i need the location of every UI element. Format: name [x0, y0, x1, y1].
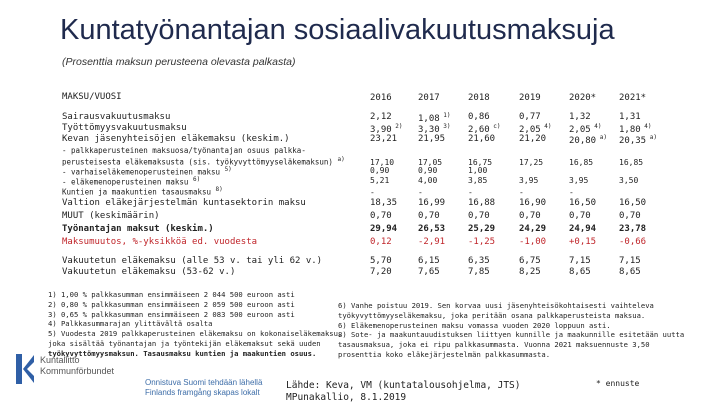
- year-header: 2017: [418, 93, 440, 103]
- table-cell: 0,70: [418, 211, 440, 221]
- table-cell: 4,00: [418, 176, 438, 185]
- year-header: 2021*: [619, 93, 647, 103]
- table-cell: 23,21: [370, 134, 398, 144]
- row-label: MUUT (keskimäärin): [62, 211, 160, 221]
- table-cell: 0,70: [370, 211, 392, 221]
- table-cell: -: [569, 188, 574, 197]
- table-cell: 1,31: [619, 112, 641, 122]
- table-header-label: MAKSU/VUOSI: [62, 92, 122, 102]
- table-cell: 5,21: [370, 176, 390, 185]
- footnote: 3) 0,65 % palkkasumman ensimmäiseen 2 083 500 euroon asti: [48, 309, 295, 319]
- table-cell: 1,00: [468, 166, 488, 175]
- footnote-marker: 4): [540, 123, 552, 130]
- table-cell: 1,32: [569, 112, 591, 122]
- table-cell: 0,90: [370, 166, 390, 175]
- table-cell: 16,50: [569, 198, 597, 208]
- footnote-marker: c): [489, 123, 501, 130]
- footnote: 8) Sote- ja maakuntauudistuksen liittyen kunnille ja maakunnille esitetään uutta: [338, 330, 685, 340]
- table-cell: 24,29: [519, 224, 547, 234]
- forecast-note: * ennuste: [596, 379, 640, 388]
- row-label: Kuntien ja maakuntien tasausmaksu: [62, 187, 212, 197]
- table-cell: 16,85: [569, 158, 594, 167]
- table-cell: 3,85: [468, 176, 488, 185]
- table-cell: 20,35 $^{a)}$: [619, 134, 657, 146]
- table-cell: -: [370, 188, 375, 197]
- table-cell: 29,94: [370, 224, 398, 234]
- table-cell: 0,77: [519, 112, 541, 122]
- table-cell: 2,05 $^{4)}$: [519, 123, 552, 135]
- table-cell: 7,85: [468, 267, 490, 277]
- table-cell: 16,90: [519, 198, 547, 208]
- table-cell: -1,25: [468, 237, 496, 247]
- table-cell: 26,53: [418, 224, 446, 234]
- table-cell: 0,70: [619, 211, 641, 221]
- footnote-marker: 1): [439, 112, 451, 119]
- table-cell: 16,75: [468, 158, 493, 167]
- source-line: MPunakallio, 8.1.2019: [286, 392, 407, 403]
- table-cell: 1,08 $^{1)}$: [418, 112, 451, 124]
- footnote-marker: 4): [590, 123, 602, 130]
- table-cell: 16,88: [468, 198, 496, 208]
- kuntaliitto-logo-icon: [14, 352, 36, 386]
- logo-line: Kommunförbundet: [40, 366, 115, 376]
- table-cell: 20,80 $^{a)}$: [569, 134, 607, 146]
- footnote: prosenttia koko eläkejärjestelmän palkkasummasta.: [338, 349, 551, 359]
- table-cell: 16,85: [619, 158, 644, 167]
- row-label: Maksumuutos, %-yksikköä ed. vuodesta: [62, 237, 258, 247]
- slogan: [145, 378, 262, 397]
- table-cell: 0,70: [569, 211, 591, 221]
- footnote: 6) Vanhe poistuu 2019. Sen korvaa uusi jäsenyhteisökohtaisesti vaihteleva: [338, 301, 654, 310]
- page-subtitle: (Prosenttia maksun perusteena olevasta palkasta): [62, 56, 296, 68]
- table-cell: 21,95: [418, 134, 446, 144]
- table-cell: 0,70: [519, 211, 541, 221]
- table-cell: 21,60: [468, 134, 496, 144]
- page-title: Kuntatyönantajan sosiaalivakuutusmaksuja: [60, 14, 615, 46]
- footnote-marker: 2): [391, 123, 403, 130]
- footnote: 5) Vuodesta 2019 palkkaperusteinen eläkemaksu on kokonaiseläkemaksu,: [48, 329, 343, 339]
- table-cell: 3,95: [569, 176, 589, 185]
- footnote: työkyvyttömyyseläkemaksu, joka peritään osana palkkaperusteista maksua.: [338, 310, 646, 320]
- table-cell: 2,12: [370, 112, 392, 122]
- table-cell: 2,05 $^{4)}$: [569, 123, 602, 135]
- table-cell: 7,15: [569, 256, 591, 266]
- table-cell: 3,95: [519, 176, 539, 185]
- row-label: Kevan jäsenyhteisöjen eläkemaksu (keskim.): [62, 134, 290, 144]
- table-cell: 6,35: [468, 256, 490, 266]
- row-label: - eläkemenoperusteinen maksu: [62, 177, 189, 187]
- row-label: Vakuutetun eläkemaksu (53-62 v.): [62, 267, 236, 277]
- table-cell: 0,90: [418, 166, 438, 175]
- row-label: Vakuutetun eläkemaksu (alle 53 v. tai yli 62 v.): [62, 256, 323, 266]
- table-cell: 8,25: [519, 267, 541, 277]
- row-label: Sairausvakuutusmaksu: [62, 112, 171, 122]
- footnote: tasausmaksua, joka ei ripu palkkasummasta. Vuonna 2021 maksuennuste 3,50: [338, 340, 650, 350]
- table-cell: 6,15: [418, 256, 440, 266]
- table-cell: +0,15: [569, 237, 597, 247]
- slogan-line: Onnistuva Suomi tehdään lähellä: [145, 378, 263, 387]
- table-cell: 7,65: [418, 267, 440, 277]
- source-line: Lähde: Keva, VM (kuntatalousohjelma, JTS): [286, 380, 521, 391]
- row-label: Valtion eläkejärjestelmän kuntasektorin maksu: [62, 198, 306, 208]
- table-cell: 0,86: [468, 112, 490, 122]
- row-label: - palkkaperusteinen maksuosa/työnantajan osuus palkka-perusteisesta eläkemaksusta (sis. työkyvyttömyyseläkemaksun): [62, 146, 333, 167]
- footnote-marker: a): [596, 134, 607, 141]
- table-cell: 0,70: [468, 211, 490, 221]
- table-cell: 16,99: [418, 198, 446, 208]
- footnote: 1) 1,00 % palkkasumman ensimmäiseen 2 044 500 euroon asti: [48, 290, 295, 299]
- footnote-marker: a): [646, 134, 657, 141]
- row-label: - varhaiseläkemenoperusteinen maksu: [62, 167, 221, 177]
- table-cell: 8,65: [619, 267, 641, 277]
- row-label: Työttömyysvakuutusmaksu: [62, 123, 187, 133]
- table-cell: 24,94: [569, 224, 597, 234]
- footnote: 4) Palkkasummarajan ylittävältä osalta: [48, 319, 213, 329]
- table-cell: 25,29: [468, 224, 496, 234]
- year-header: 2016: [370, 93, 392, 103]
- table-cell: 1,80 $^{4)}$: [619, 123, 652, 135]
- logo-line: Kuntaliitto: [40, 355, 80, 365]
- table-cell: 7,20: [370, 267, 392, 277]
- table-cell: 17,05: [418, 158, 443, 167]
- row-label: Työnantajan maksut (keskim.): [62, 224, 214, 234]
- footnote-marker: 6): [192, 176, 201, 183]
- footnote: joka sisältää työnantajan ja työntekijän eläkemaksut sekä uuden: [48, 338, 321, 348]
- table-cell: 6,75: [519, 256, 541, 266]
- table-cell: 18,35: [370, 198, 398, 208]
- footnote-marker: 8): [215, 186, 223, 193]
- table-cell: 23,78: [619, 224, 647, 234]
- footnote: 2) 0,80 % palkkasumman ensimmäiseen 2 059 500 euroon asti: [48, 299, 295, 309]
- table-cell: 3,50: [619, 176, 639, 185]
- year-header: 2019: [519, 93, 541, 103]
- table-cell: -: [519, 188, 524, 197]
- slogan-line: Finlands framgång skapas lokalt: [145, 387, 260, 397]
- table-cell: -2,91: [418, 237, 446, 247]
- table-cell: -: [418, 188, 423, 197]
- table-cell: 17,10: [370, 158, 395, 167]
- table-cell: 5,70: [370, 256, 392, 266]
- table-cell: -1,00: [519, 237, 547, 247]
- year-header: 2018: [468, 93, 490, 103]
- logo-text: [40, 355, 114, 377]
- table-cell: 2,60 $^{c)}$: [468, 123, 501, 135]
- footnote-marker: a): [337, 156, 345, 163]
- year-header: 2020*: [569, 93, 597, 103]
- footnote: 6) Eläkemenoperusteinen maksu vomassa vuoden 2020 loppuun asti.: [338, 320, 611, 330]
- table-cell: -: [468, 188, 473, 197]
- table-cell: 7,15: [619, 256, 641, 266]
- table-cell: 0,12: [370, 237, 392, 247]
- source-note: [286, 380, 521, 404]
- footnote-marker: 4): [640, 123, 652, 130]
- table-cell: 17,25: [519, 158, 544, 167]
- table-cell: -0,66: [619, 237, 647, 247]
- table-cell: 3,90 $^{2)}$: [370, 123, 403, 135]
- table-cell: 8,65: [569, 267, 591, 277]
- footnote-marker: 3): [439, 123, 451, 130]
- table-cell: 21,20: [519, 134, 547, 144]
- table-cell: 16,50: [619, 198, 647, 208]
- table-cell: 3,30 $^{3)}$: [418, 123, 451, 135]
- footnote: työkyvyttömyysmaksun. Tasausmaksu kuntien ja maakuntien osuus.: [48, 348, 317, 358]
- footnote-marker: 5): [224, 166, 232, 173]
